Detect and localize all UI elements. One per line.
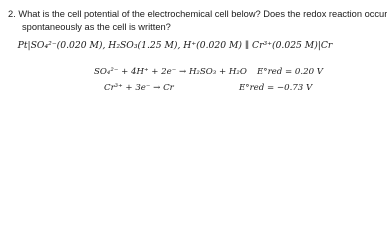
half-reaction-sulfate-potential: E°red = 0.20 V bbox=[257, 67, 324, 77]
cell-notation: Pt|SO₄²⁻(0.020 M), H₂SO₃(1.25 M), H⁺(0.020 M) ∥ Cr³⁺(0.025 M)|Cr bbox=[17, 40, 333, 51]
half-reaction-sulfate: SO₄²⁻ + 4H⁺ + 2e⁻ → H₂SO₃ + H₂O bbox=[94, 67, 247, 77]
question-line-1 bbox=[8, 9, 387, 20]
question-line-2: spontaneously as the cell is written? bbox=[22, 22, 171, 32]
half-reaction-chromium: Cr³⁺ + 3e⁻ → Cr bbox=[104, 83, 174, 93]
question-number: 2. bbox=[8, 9, 16, 19]
question-text-1: What is the cell potential of the electrochemical cell below? Does the redox reaction occur bbox=[18, 9, 387, 19]
half-reaction-chromium-potential: E°red = −0.73 V bbox=[239, 83, 313, 93]
